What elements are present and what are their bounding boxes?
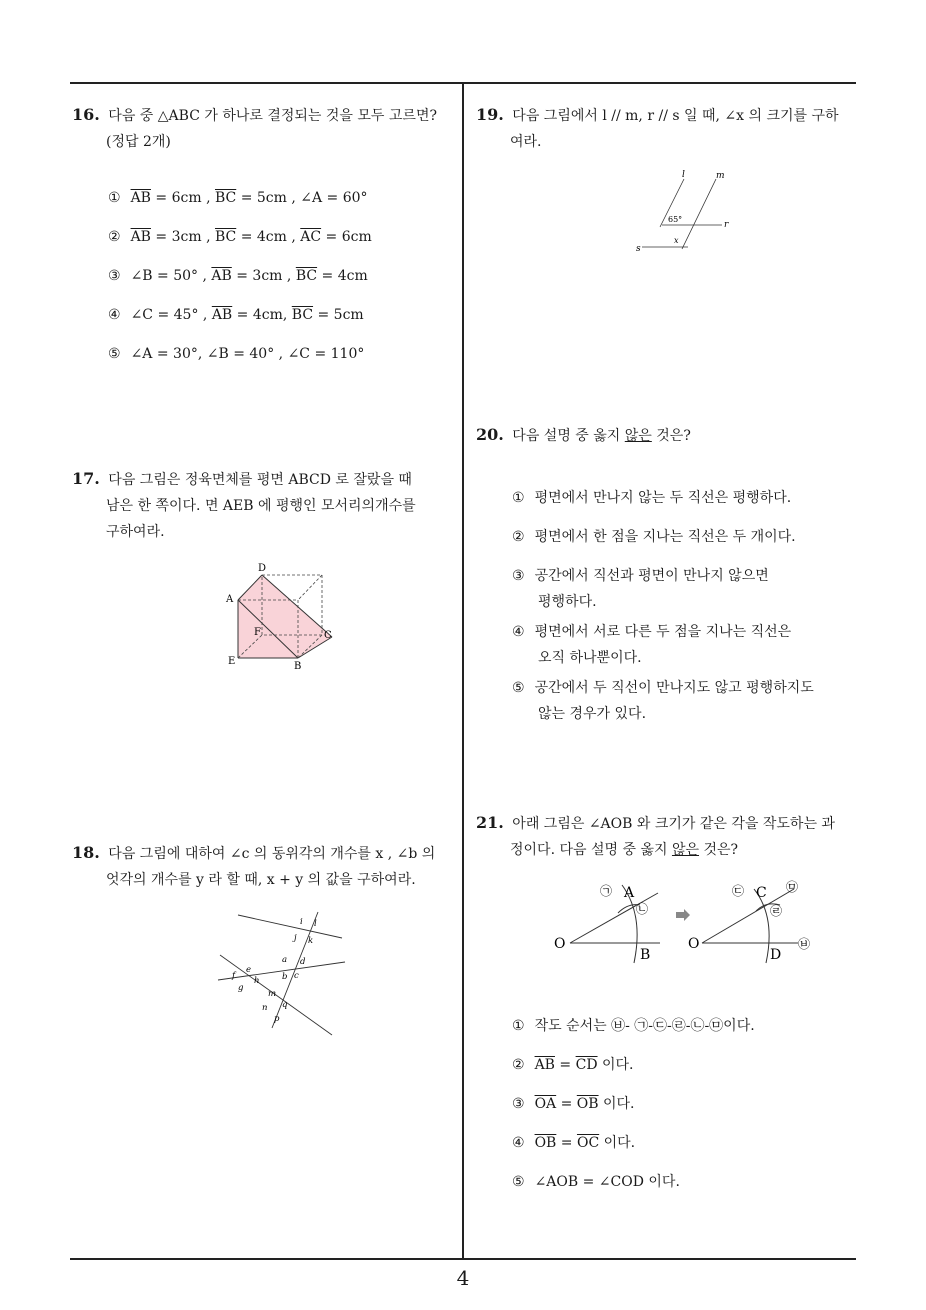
option-4[interactable] [512,619,791,671]
option-text: 이다. [597,1057,634,1073]
question-17 [72,466,457,545]
question-line: 다음 그림에서 l // m, r // s 일 때, ∠x 의 크기를 구하 [512,108,839,124]
option-mark: ① [108,190,121,206]
bottom-rule [70,1258,856,1260]
option-text: = 6cm , [150,190,215,206]
angle-label-h: h [254,976,260,986]
option-3[interactable] [108,268,368,284]
angle-label-g: g [238,983,244,993]
option-4[interactable] [512,1132,635,1152]
question-line: 정이다. 다음 설명 중 옳지 [510,842,672,858]
underlined-word: 않은 [624,428,652,444]
option-text: ∠AOB = ∠COD 이다. [534,1174,680,1190]
question-21 [476,810,861,863]
label-b: B [640,947,651,963]
label-k2: ㉡ [636,902,649,916]
option-mark: ③ [512,568,525,584]
option-text: = 3cm , [150,229,215,245]
label-angle-65: 65° [668,215,683,224]
segment-name: $\overline{BC}$ [291,307,314,323]
angle-label-k: k [308,936,314,946]
label-k1: ㉠ [600,884,613,898]
label-l: l [682,170,685,180]
angle-label-b: b [282,972,288,982]
question-20 [476,422,861,449]
option-5[interactable] [512,1171,680,1191]
option-mark: ⑤ [512,1174,525,1190]
option-2[interactable] [108,229,372,245]
option-1[interactable] [108,190,368,206]
question-text-end: 것은? [651,428,691,444]
option-mark: ② [512,529,525,545]
label-c: C [756,885,767,901]
option-2[interactable] [512,524,796,550]
option-mark: ⑤ [512,680,525,696]
question-text: 다음 설명 중 옳지 [512,428,625,444]
question-line: 아래 그림은 ∠AOB 와 크기가 같은 각을 작도하는 과 [512,816,835,832]
option-mark: ④ [512,624,525,640]
question-18 [72,840,457,893]
segment-name: $\overline{AB}$ [534,1057,555,1073]
option-1[interactable] [512,485,791,511]
label-d: D [258,563,267,574]
page-number: 4 [456,1266,470,1290]
question-number: 17. [72,469,100,488]
question-line: 여라. [510,134,542,150]
angle-lines-figure [210,910,360,1044]
angle-label-n: n [262,1003,268,1013]
option-text: ∠A = 30°, ∠B = 40° , ∠C = 110° [130,346,365,362]
parallel-lines-figure [632,165,742,264]
label-f: F [254,627,261,638]
angle-label-e: e [246,965,252,975]
angle-label-c: c [294,971,299,981]
question-16 [72,102,457,155]
option-1[interactable] [512,1015,755,1035]
option-text: 공간에서 직선과 평면이 만나지 않으면 [534,568,769,584]
option-5[interactable] [108,346,364,362]
segment-name: $\overline{AB}$ [130,229,151,245]
option-text: 평면에서 만나지 않는 두 직선은 평행하다. [534,490,792,506]
segment-name: $\overline{CD}$ [575,1057,598,1073]
label-o-left: O [554,936,566,952]
label-c: C [324,630,332,641]
option-4[interactable] [108,307,364,323]
segment-name: $\overline{BC}$ [214,190,237,206]
label-b: B [294,661,302,672]
label-o-right: O [688,936,700,952]
angle-label-j: j [294,933,297,943]
option-2[interactable] [512,1054,634,1074]
option-3[interactable] [512,563,769,615]
option-3[interactable] [512,1093,635,1113]
segment-name: $\overline{OA}$ [534,1096,557,1112]
label-k3: ㉢ [732,884,745,898]
option-mark: ④ [108,307,121,323]
option-text: 평행하다. [538,594,597,610]
angle-label-a: a [282,955,288,965]
angle-label-l: l [314,919,317,929]
label-k4: ㉣ [770,904,783,918]
label-r: r [724,220,729,230]
option-text: ∠C = 45° , [130,307,212,323]
label-k5: ㉤ [786,880,799,894]
segment-name: $\overline{BC}$ [295,268,318,284]
option-text: = 3cm , [231,268,296,284]
option-text: = 4cm , [236,229,301,245]
option-text: 작도 순서는 ㉥- ㉠-㉢-㉣-㉡-㉤이다. [534,1018,755,1034]
segment-name: $\overline{BC}$ [214,229,237,245]
angle-label-p: p [274,1014,280,1024]
underlined-word: 않은 [671,842,700,858]
question-line: 엇각의 개수를 y 라 할 때, x + y 의 값을 구하여라. [106,872,416,888]
label-x: x [674,236,679,245]
option-text: 않는 경우가 있다. [538,706,647,722]
question-number: 19. [476,105,504,124]
question-19 [476,102,861,155]
column-divider [462,82,464,1260]
question-line: 남은 한 쪽이다. 면 AEB 에 평행인 모서리의개수를 [106,498,416,514]
angle-label-d: d [300,957,306,967]
option-text: 이다. [598,1096,635,1112]
option-text: ∠B = 50° , [130,268,212,284]
question-number: 20. [476,425,504,444]
question-number: 21. [476,813,504,832]
option-mark: ④ [512,1135,525,1151]
angle-label-i: i [300,917,303,927]
option-text: = 5cm , ∠A = 60° [236,190,368,206]
option-text: 평면에서 한 점을 지나는 직선은 두 개이다. [534,529,796,545]
label-k6: ㉥ [798,937,811,951]
segment-name: $\overline{AB}$ [211,307,233,323]
label-e: E [228,656,236,667]
question-line: 다음 그림에 대하여 ∠c 의 동위각의 개수를 x , ∠b 의 [108,846,436,862]
segment-name: $\overline{OB}$ [534,1135,557,1151]
label-s: s [636,244,641,254]
option-mark: ⑤ [108,346,121,362]
option-mark: ① [512,490,525,506]
question-number: 16. [72,105,100,124]
question-line: 구하여라. [106,524,165,540]
option-5[interactable] [512,675,814,727]
label-a: A [226,594,234,605]
option-text: 공간에서 두 직선이 만나지도 않고 평행하지도 [534,680,814,696]
angle-label-m: m [268,989,277,999]
question-text: 다음 중 △ABC 가 하나로 결정되는 것을 모두 고르면? [108,108,437,124]
question-note: (정답 2개) [106,134,171,150]
option-text: = [556,1135,577,1151]
cube-cut-figure [220,560,340,679]
segment-name: $\overline{OC}$ [576,1135,600,1151]
option-text: = [556,1096,577,1112]
option-text: = [554,1057,576,1073]
option-mark: ③ [512,1096,525,1112]
label-a: A [624,885,635,901]
angle-label-f: f [232,971,236,981]
question-line-end: 것은? [699,842,739,858]
angle-construction-figure [548,875,818,974]
label-d: D [770,947,782,963]
segment-name: $\overline{AB}$ [211,268,232,284]
option-text: 이다. [599,1135,636,1151]
segment-name: $\overline{AC}$ [300,229,322,245]
option-mark: ② [108,229,121,245]
angle-label-q: q [282,1000,288,1010]
segment-name: $\overline{AB}$ [130,190,151,206]
option-mark: ① [512,1018,525,1034]
option-text: = 4cm, [232,307,292,323]
option-mark: ② [512,1057,525,1073]
label-m: m [716,171,725,181]
option-mark: ③ [108,268,121,284]
segment-name: $\overline{OB}$ [576,1096,599,1112]
option-text: 오직 하나뿐이다. [538,650,642,666]
question-line: 다음 그림은 정육면체를 평면 ABCD 로 잘랐을 때 [108,472,412,488]
option-text: 평면에서 서로 다른 두 점을 지나는 직선은 [534,624,792,640]
option-text: = 6cm [321,229,372,245]
option-text: = 4cm [317,268,368,284]
question-number: 18. [72,843,100,862]
option-text: = 5cm [313,307,364,323]
